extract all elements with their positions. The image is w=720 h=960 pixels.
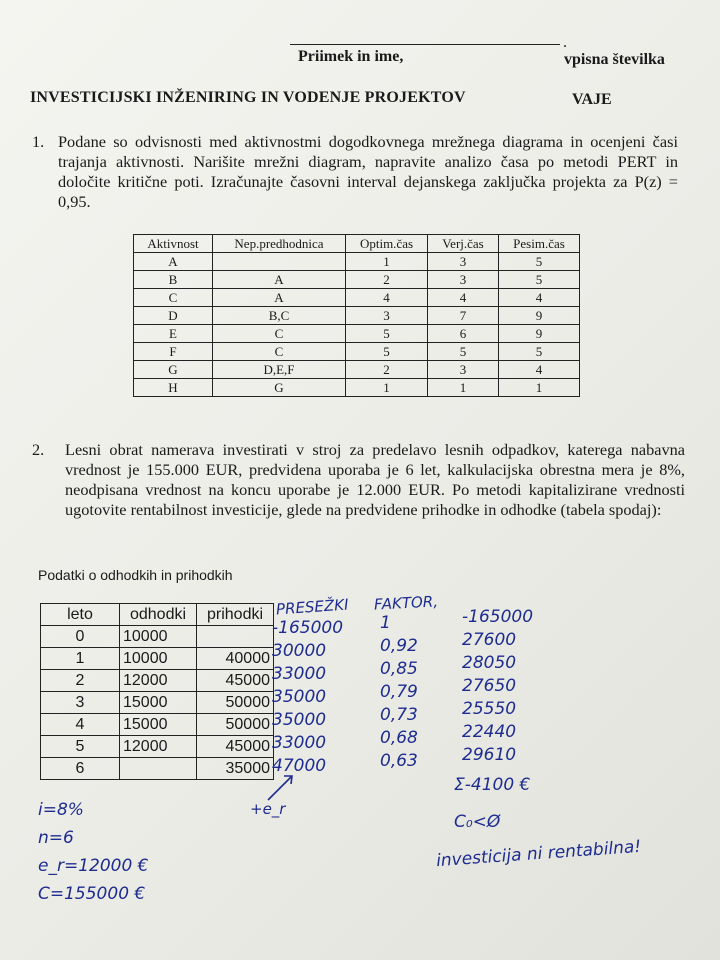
hw-arrow-icon [262,770,302,804]
cashflow-cell-year: 5 [41,736,120,758]
hw-given-value: i=8% [38,800,84,820]
cashflow-cell-year: 1 [41,648,120,670]
pert-cell: G [134,361,213,379]
hw-givens [38,796,149,908]
hw-product-value: 29610 [462,745,517,765]
pert-cell: D,E,F [213,361,346,379]
pert-cell: C [134,289,213,307]
hw-given-value: e_r=12000 € [38,856,149,876]
cashflow-row [41,648,274,670]
student-id-label: vpisna številka [564,51,665,68]
pert-cell: B,C [213,307,346,325]
pert-header-cell: Aktivnost [134,235,213,253]
pert-row [134,253,580,271]
cashflow-row [41,714,274,736]
cashflow-cell-year: 3 [41,692,120,714]
task2-text: Lesni obrat namerava investirati v stroj za predelavo lesnih odpadkov, katerega nabavna vrednost je 155.000 EUR, predvidena uporaba je 6 let, kalkulacijska obrestna mera je 8%, neodpisana vrednost na koncu uporabe je 12.000 EUR. Po metodi kapitalizirane vrednosti ugotovite rentabilnost investicije, glede na predvidene prihodke in odhodke (tabela spodaj): [65,440,685,519]
cashflow-header-cell: prihodki [197,604,274,626]
pert-cell: 1 [346,379,428,397]
pert-cell: B [134,271,213,289]
pert-cell: 5 [499,271,580,289]
cashflow-cell-expense: 10000 [120,626,197,648]
pert-cell: 1 [499,379,580,397]
pert-table-body [134,253,580,397]
cashflow-cell-income: 50000 [197,692,274,714]
task1-text: Podane so odvisnosti med aktivnostmi dogodkovnega mrežnega diagrama in ocenjeni časi trajanja aktivnosti. Narišite mrežni diagram, napravite analizo časa po metodi PERT in določite kritične poti. Izračunajte časovni interval dejanskega zaključka projekta za P(z) = 0,95. [58,132,678,211]
pert-row [134,343,580,361]
cashflow-row [41,692,274,714]
hw-product-value: 27600 [462,630,517,650]
hw-product-value: 27650 [462,676,517,696]
hw-faktor-value: 0,85 [380,659,418,679]
pert-cell: C [213,343,346,361]
hw-faktor-value: 0,63 [380,751,418,771]
hw-product-value: 22440 [462,722,517,742]
pert-header-cell: Pesim.čas [499,235,580,253]
cashflow-caption: Podatki o odhodkih in prihodkih [38,567,233,583]
signature-comma: . [563,34,567,51]
cashflow-cell-income: 35000 [197,758,274,780]
pert-row [134,271,580,289]
cashflow-header-cell: odhodki [120,604,197,626]
signature-line [290,44,560,45]
pert-table [133,234,580,397]
hw-faktor-header: FAKTOR, [373,592,439,614]
cashflow-row [41,736,274,758]
pert-cell: 5 [499,253,580,271]
hw-product-value: 28050 [462,653,517,673]
cashflow-cell-year: 2 [41,670,120,692]
cashflow-cell-income: 45000 [197,670,274,692]
cashflow-table-body [41,626,274,780]
name-label: Priimek in ime, [298,48,404,65]
cashflow-cell-expense: 12000 [120,736,197,758]
hw-faktor-value: 0,73 [380,705,418,725]
pert-cell: 3 [346,307,428,325]
pert-cell: 2 [346,361,428,379]
hw-presezki-column [272,617,343,778]
hw-faktor-value: 0,68 [380,728,418,748]
hw-presezki-value: -165000 [272,618,344,638]
hw-faktor-value: 1 [380,613,391,633]
pert-cell: E [134,325,213,343]
hw-product-value: 25550 [462,699,517,719]
pert-cell: A [213,271,346,289]
hw-c0: C₀<Ø [454,812,501,832]
hw-presezki-header: PRESEŽKI [275,595,350,619]
pert-cell: C [213,325,346,343]
pert-cell: 4 [499,361,580,379]
pert-cell: 9 [499,307,580,325]
pert-cell: 4 [346,289,428,307]
task2-number: 2. [32,440,45,459]
hw-given-value: n=6 [38,828,74,848]
cashflow-row [41,670,274,692]
pert-header-row [134,235,580,253]
pert-cell: 9 [499,325,580,343]
pert-cell: 5 [346,325,428,343]
pert-cell: H [134,379,213,397]
cashflow-cell-expense: 10000 [120,648,197,670]
pert-cell: 3 [428,361,499,379]
cashflow-cell-expense: 12000 [120,670,197,692]
pert-cell: 5 [428,343,499,361]
pert-cell: A [134,253,213,271]
pert-row [134,307,580,325]
cashflow-header-cell: leto [41,604,120,626]
pert-header-cell: Nep.predhodnica [213,235,346,253]
cashflow-table [40,603,274,780]
cashflow-cell-year: 0 [41,626,120,648]
pert-cell [213,253,346,271]
document-title: INVESTICIJSKI INŽENIRING IN VODENJE PROJEKTOV [30,89,466,106]
hw-faktor-value: 0,92 [380,636,418,656]
cashflow-cell-income: 50000 [197,714,274,736]
hw-er-note: +e_r [250,800,286,818]
cashflow-cell-expense: 15000 [120,692,197,714]
cashflow-cell-income: 40000 [197,648,274,670]
hw-presezki-value: 47000 [272,756,327,776]
hw-faktor-value: 0,79 [380,682,418,702]
pert-cell: A [213,289,346,307]
hw-product-value: -165000 [462,607,534,627]
pert-row [134,289,580,307]
task1-number: 1. [32,132,45,151]
pert-row [134,379,580,397]
cashflow-row [41,758,274,780]
pert-cell: 2 [346,271,428,289]
cashflow-cell-income: 45000 [197,736,274,758]
pert-cell: 4 [499,289,580,307]
pert-header-cell: Verj.čas [428,235,499,253]
pert-cell: 1 [428,379,499,397]
pert-header-cell: Optim.čas [346,235,428,253]
hw-conclusion: investicija ni rentabilna! [435,836,642,872]
pert-cell: 3 [428,271,499,289]
pert-cell: F [134,343,213,361]
pert-cell: D [134,307,213,325]
pert-row [134,325,580,343]
cashflow-header-row [41,604,274,626]
document-subtitle: VAJE [572,91,612,108]
pert-cell: G [213,379,346,397]
pert-cell: 5 [499,343,580,361]
hw-presezki-value: 33000 [272,664,327,684]
hw-presezki-value: 35000 [272,687,327,707]
hw-faktor-column [380,612,418,773]
cashflow-cell-year: 4 [41,714,120,736]
cashflow-row [41,626,274,648]
pert-cell: 3 [428,253,499,271]
hw-given-value: C=155000 € [38,884,146,904]
pert-cell: 7 [428,307,499,325]
hw-sum: Σ-4100 € [454,775,531,795]
pert-cell: 4 [428,289,499,307]
cashflow-cell-income [197,626,274,648]
cashflow-cell-year: 6 [41,758,120,780]
pert-row [134,361,580,379]
pert-cell: 6 [428,325,499,343]
cashflow-cell-expense [120,758,197,780]
hw-product-column [462,606,533,767]
hw-presezki-value: 33000 [272,733,327,753]
pert-cell: 1 [346,253,428,271]
hw-presezki-value: 30000 [272,641,327,661]
pert-cell: 5 [346,343,428,361]
hw-presezki-value: 35000 [272,710,327,730]
cashflow-cell-expense: 15000 [120,714,197,736]
